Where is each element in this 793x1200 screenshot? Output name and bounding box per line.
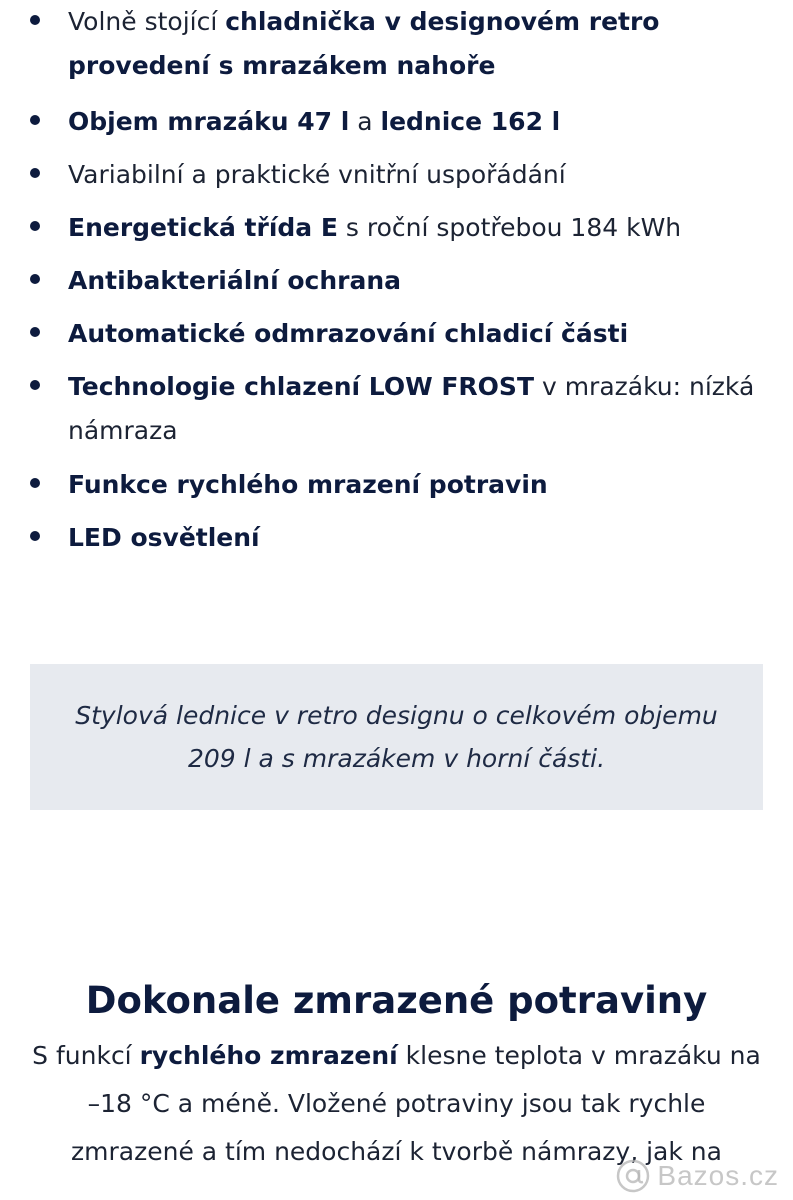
feature-text: Volně stojící [68,7,226,36]
section-body-text: S funkcí [32,1041,140,1070]
bullet-icon [30,531,40,541]
bullet-icon [30,15,40,25]
feature-text: v mrazáku: nízká námraza [68,372,755,445]
bullet-icon [30,168,40,178]
highlight-quote: Stylová lednice v retro designu o celkovém objemu 209 l a s mrazákem v horní části. [75,701,718,773]
feature-text: lednice 162 l [380,107,561,136]
feature-text: Variabilní a praktické vnitřní uspořádání [68,160,566,189]
bullet-icon [30,327,40,337]
bullet-icon [30,221,40,231]
feature-item [0,259,793,303]
feature-text: s roční spotřebou 184 kWh [337,213,682,242]
highlight-quote-box [30,664,763,810]
bullet-icon [30,115,40,125]
feature-text: LED osvětlení [68,523,260,552]
watermark-text: Bazos.cz [657,1160,779,1191]
section-title: Dokonale zmrazené potraviny [85,979,708,1022]
feature-item [0,516,793,560]
bullet-icon [30,478,40,488]
bazos-logo-icon [615,1158,651,1194]
bullet-icon [30,380,40,390]
feature-text: chladnička v designovém retro provedení s mrazákem nahoře [68,7,660,80]
feature-text: Antibakteriální ochrana [68,266,402,295]
feature-item [0,153,793,197]
feature-item [0,463,793,507]
section-body-text: rychlého zmrazení [139,1041,398,1070]
bullet-icon [30,274,40,284]
section-body [30,1032,763,1176]
feature-text: a [349,107,381,136]
section-body-text: klesne teplota v mrazáku na –18 °C a méně. Vložené potraviny jsou tak rychle zmrazené a tím nedochází k tvorbě námrazy, jak na [71,1041,761,1166]
watermark [615,1158,779,1194]
feature-text: Objem mrazáku 47 l [68,107,350,136]
feature-item [0,365,793,453]
feature-text: Automatické odmrazování chladicí části [68,319,629,348]
feature-text: Technologie chlazení LOW FROST [68,372,534,401]
feature-item [0,206,793,250]
feature-item [0,0,793,88]
feature-text: Funkce rychlého mrazení potravin [68,470,548,499]
feature-item [0,100,793,144]
feature-text: Energetická třída E [68,213,338,242]
feature-item [0,312,793,356]
